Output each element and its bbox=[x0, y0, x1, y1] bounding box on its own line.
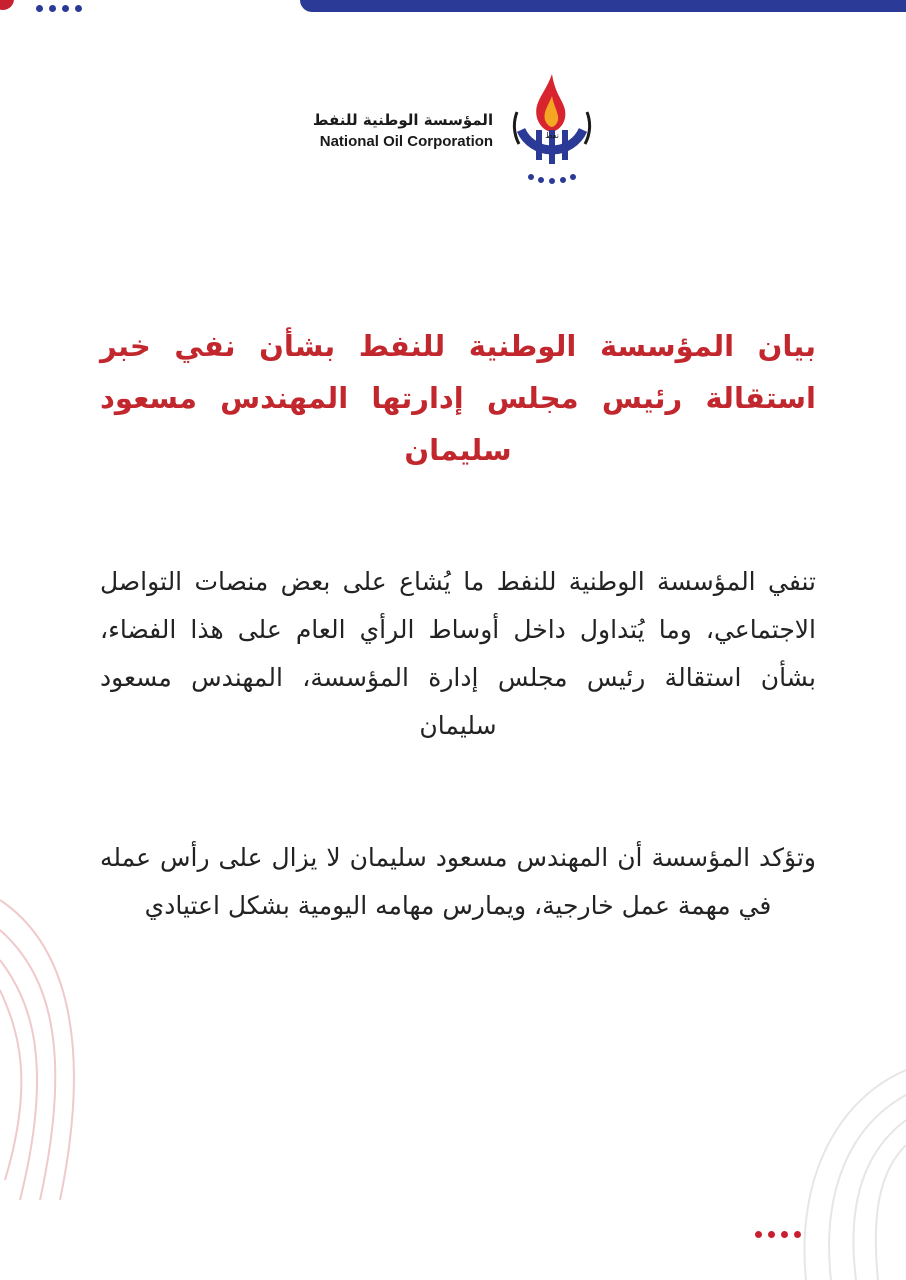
brand-logo bbox=[300, 72, 610, 188]
top-dots-decoration bbox=[36, 5, 82, 12]
dot bbox=[62, 5, 69, 12]
statement-paragraph-1: تنفي المؤسسة الوطنية للنفط ما يُشاع على بعض منصات التواصل الاجتماعي، وما يُتداول داخل أوساط الرأي العام على هذا الفضاء، بشأن استقالة رئيس مجلس إدارة المؤسسة، المهندس مسعود سليمان bbox=[100, 567, 816, 740]
dot bbox=[768, 1231, 775, 1238]
statement-title: بيان المؤسسة الوطنية للنفط بشأن نفي خبر استقالة رئيس مجلس إدارتها المهندس مسعود سليمان bbox=[100, 329, 816, 467]
brand-name bbox=[313, 111, 493, 150]
corner-circle bbox=[0, 0, 14, 10]
bottom-dots-decoration bbox=[755, 1231, 801, 1238]
dot bbox=[794, 1231, 801, 1238]
oil-flame-logo-icon bbox=[507, 72, 597, 188]
left-arc-decoration bbox=[0, 880, 110, 1210]
right-arc-decoration bbox=[766, 1060, 906, 1280]
top-accent-bar bbox=[300, 0, 906, 12]
dot bbox=[49, 5, 56, 12]
statement-paragraph-2: وتؤكد المؤسسة أن المهندس مسعود سليمان لا يزال على رأس عمله في مهمة عمل خارجية، ويمارس مهامه اليومية بشكل اعتيادي bbox=[100, 843, 816, 920]
logo-mark-text: نفط bbox=[545, 131, 560, 140]
dot bbox=[75, 5, 82, 12]
dot bbox=[781, 1231, 788, 1238]
dot bbox=[36, 5, 43, 12]
dot bbox=[755, 1231, 762, 1238]
brand-name-arabic: المؤسسة الوطنية للنفط bbox=[312, 110, 494, 129]
brand-name-english: National Oil Corporation bbox=[319, 132, 494, 150]
